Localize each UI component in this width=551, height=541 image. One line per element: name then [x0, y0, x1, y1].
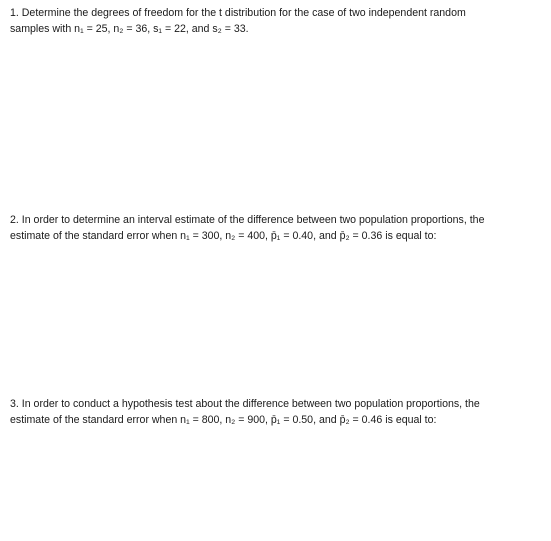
question-1-line-1: 1. Determine the degrees of freedom for the t distribution for the case of two independent random — [10, 7, 466, 19]
question-2-line-1: 2. In order to determine an interval estimate of the difference between two population proportions, the — [10, 214, 485, 226]
question-2-line-2: estimate of the standard error when n₁ = 300, n₂ = 400, p̄₁ = 0.40, and p̄₂ = 0.36 is equal to: — [10, 230, 437, 242]
question-3-line-2: estimate of the standard error when n₁ = 800, n₂ = 900, p̄₁ = 0.50, and p̄₂ = 0.46 is equal to: — [10, 414, 437, 426]
question-3 — [10, 396, 538, 428]
question-2 — [10, 212, 538, 244]
question-1-line-2: samples with n₁ = 25, n₂ = 36, s₁ = 22, and s₂ = 33. — [10, 23, 249, 35]
question-3-line-1: 3. In order to conduct a hypothesis test about the difference between two population proportions, the — [10, 398, 480, 410]
question-1 — [10, 5, 538, 37]
